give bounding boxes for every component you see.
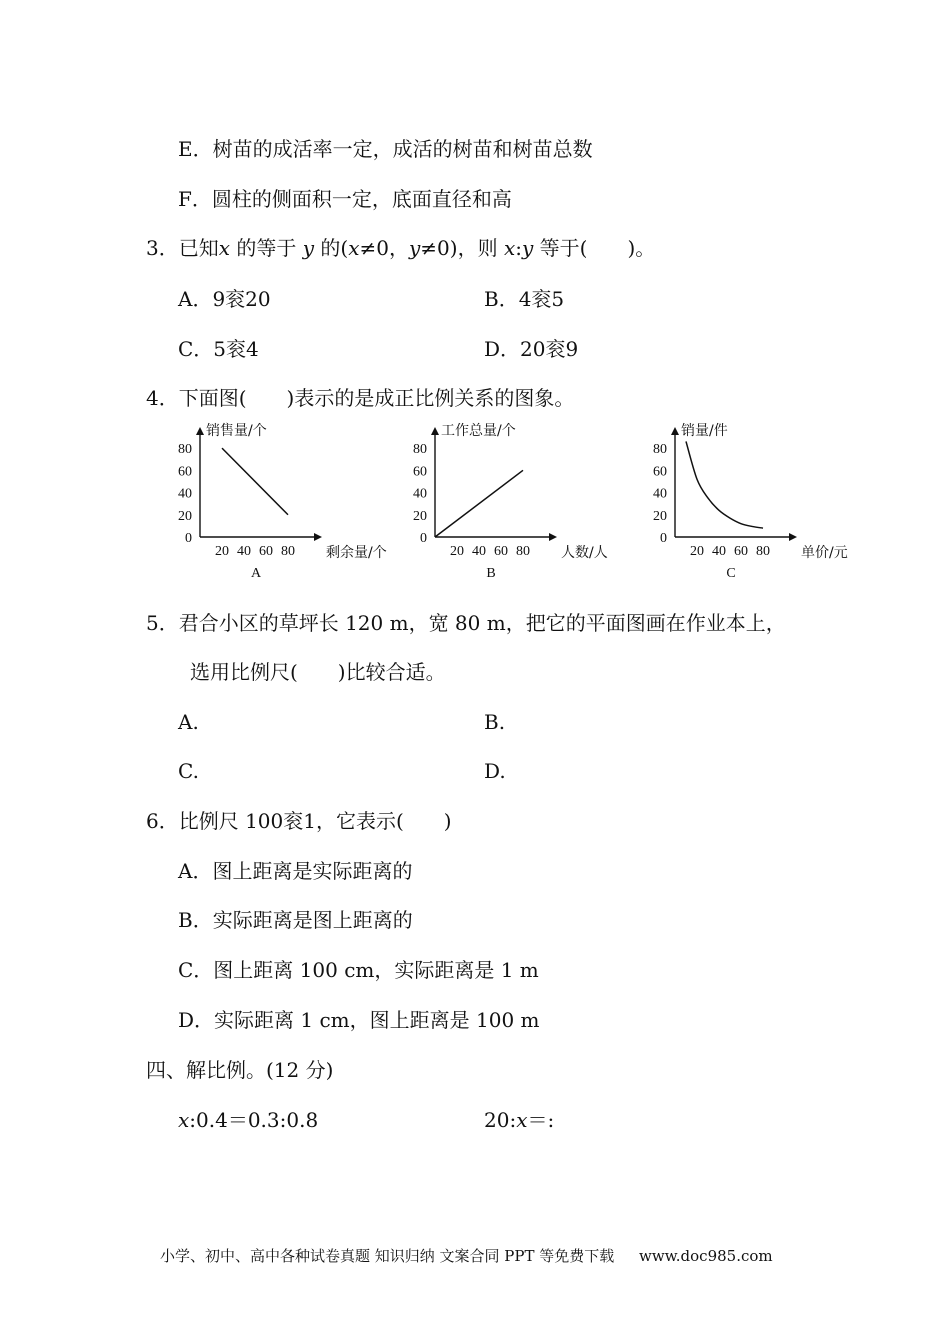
chart-caption: C	[726, 566, 736, 581]
chart-b-svg	[385, 415, 625, 585]
y-tick-label: 20	[413, 508, 427, 524]
x-tick-label: 20	[215, 544, 229, 559]
y-axis-arrow	[671, 427, 679, 435]
y-axis-arrow	[196, 427, 204, 435]
x-tick-label: 80	[281, 544, 295, 559]
chart-a	[150, 415, 390, 585]
y-tick-label: 60	[413, 464, 427, 480]
q6-option-d: D．实际距离 1 cm，图上距离是 100 m	[178, 1008, 540, 1032]
q3-option-b: B．4衮5	[484, 287, 565, 311]
y-tick-label: 80	[653, 442, 667, 458]
q3-option-d: D．20衮9	[484, 337, 579, 361]
y-axis-label: 销售量/个	[206, 423, 267, 439]
x-axis-arrow	[549, 533, 557, 541]
x-tick-label: 20	[690, 544, 704, 559]
series-line	[686, 441, 763, 528]
footer-url[interactable]: www.doc985.com	[639, 1247, 773, 1265]
q5-option-b: B.	[484, 710, 506, 734]
y-axis-label: 工作总量/个	[441, 423, 516, 439]
chart-caption: A	[250, 566, 262, 581]
chart-caption: B	[486, 566, 496, 581]
question-5-stem: 5．君合小区的草坪长 120 m，宽 80 m，把它的平面图画在作业本上，	[146, 611, 786, 635]
x-axis-label: 单价/元	[801, 545, 848, 561]
x-axis-arrow	[789, 533, 797, 541]
q3-option-a: A．9衮20	[178, 287, 271, 311]
x-tick-label: 60	[734, 544, 748, 559]
footer	[160, 1245, 775, 1266]
q6-option-c: C．图上距离 100 cm，实际距离是 1 m	[178, 958, 539, 982]
question-6-stem: 6．比例尺 100衮1，它表示( )	[146, 809, 452, 833]
y-tick-label: 80	[178, 442, 192, 458]
y-axis-label: 销量/件	[681, 423, 728, 439]
x-tick-label: 80	[756, 544, 770, 559]
x-tick-label: 40	[237, 544, 251, 559]
y-tick-label: 60	[178, 464, 192, 480]
x-axis-label: 人数/人	[561, 545, 608, 561]
option-e: E．树苗的成活率一定，成活的树苗和树苗总数	[178, 137, 593, 161]
q6-option-b: B．实际距离是图上距离的	[178, 908, 413, 932]
y-tick-label: 20	[178, 508, 192, 524]
x-axis-arrow	[314, 533, 322, 541]
chart-c	[625, 415, 865, 585]
option-f: F．圆柱的侧面积一定，底面直径和高	[178, 187, 512, 211]
y-tick-label: 0	[420, 531, 427, 546]
q5-option-c: C.	[178, 759, 199, 783]
y-axis-arrow	[431, 427, 439, 435]
chart-a-svg	[150, 415, 390, 585]
y-tick-label: 40	[178, 486, 192, 502]
x-axis-label: 剩余量/个	[326, 545, 387, 561]
x-tick-label: 40	[712, 544, 726, 559]
equation-1: x:0.4＝0.3:0.8	[178, 1108, 319, 1132]
y-tick-label: 60	[653, 464, 667, 480]
q3-option-c: C．5衮4	[178, 337, 259, 361]
y-tick-label: 40	[413, 486, 427, 502]
footer-text: 小学、初中、高中各种试卷真题 知识归纳 文案合同 PPT 等免费下载	[160, 1247, 615, 1265]
q5-option-a: A.	[178, 710, 199, 734]
equation-2: 20:x＝:	[484, 1108, 555, 1132]
y-tick-label: 40	[653, 486, 667, 502]
y-tick-label: 80	[413, 442, 427, 458]
x-tick-label: 80	[516, 544, 530, 559]
x-tick-label: 60	[259, 544, 273, 559]
series-line	[222, 448, 288, 515]
chart-b	[385, 415, 625, 585]
question-4-stem: 4．下面图( )表示的是成正比例关系的图象。	[146, 386, 575, 410]
q6-option-a: A．图上距离是实际距离的	[178, 859, 413, 883]
y-tick-label: 20	[653, 508, 667, 524]
x-tick-label: 40	[472, 544, 486, 559]
question-3-stem: 3．已知x 的等于 y 的(x≠0，y≠0)，则 x:y 等于( )。	[146, 236, 656, 260]
question-5-stem-2: 选用比例尺( )比较合适。	[190, 660, 446, 684]
section-4-title: 四、解比例。(12 分)	[146, 1058, 334, 1082]
y-tick-label: 0	[660, 531, 667, 546]
y-tick-label: 0	[185, 531, 192, 546]
x-tick-label: 60	[494, 544, 508, 559]
x-tick-label: 20	[450, 544, 464, 559]
q5-option-d: D.	[484, 759, 506, 783]
chart-c-svg	[625, 415, 865, 585]
series-line	[435, 470, 523, 537]
